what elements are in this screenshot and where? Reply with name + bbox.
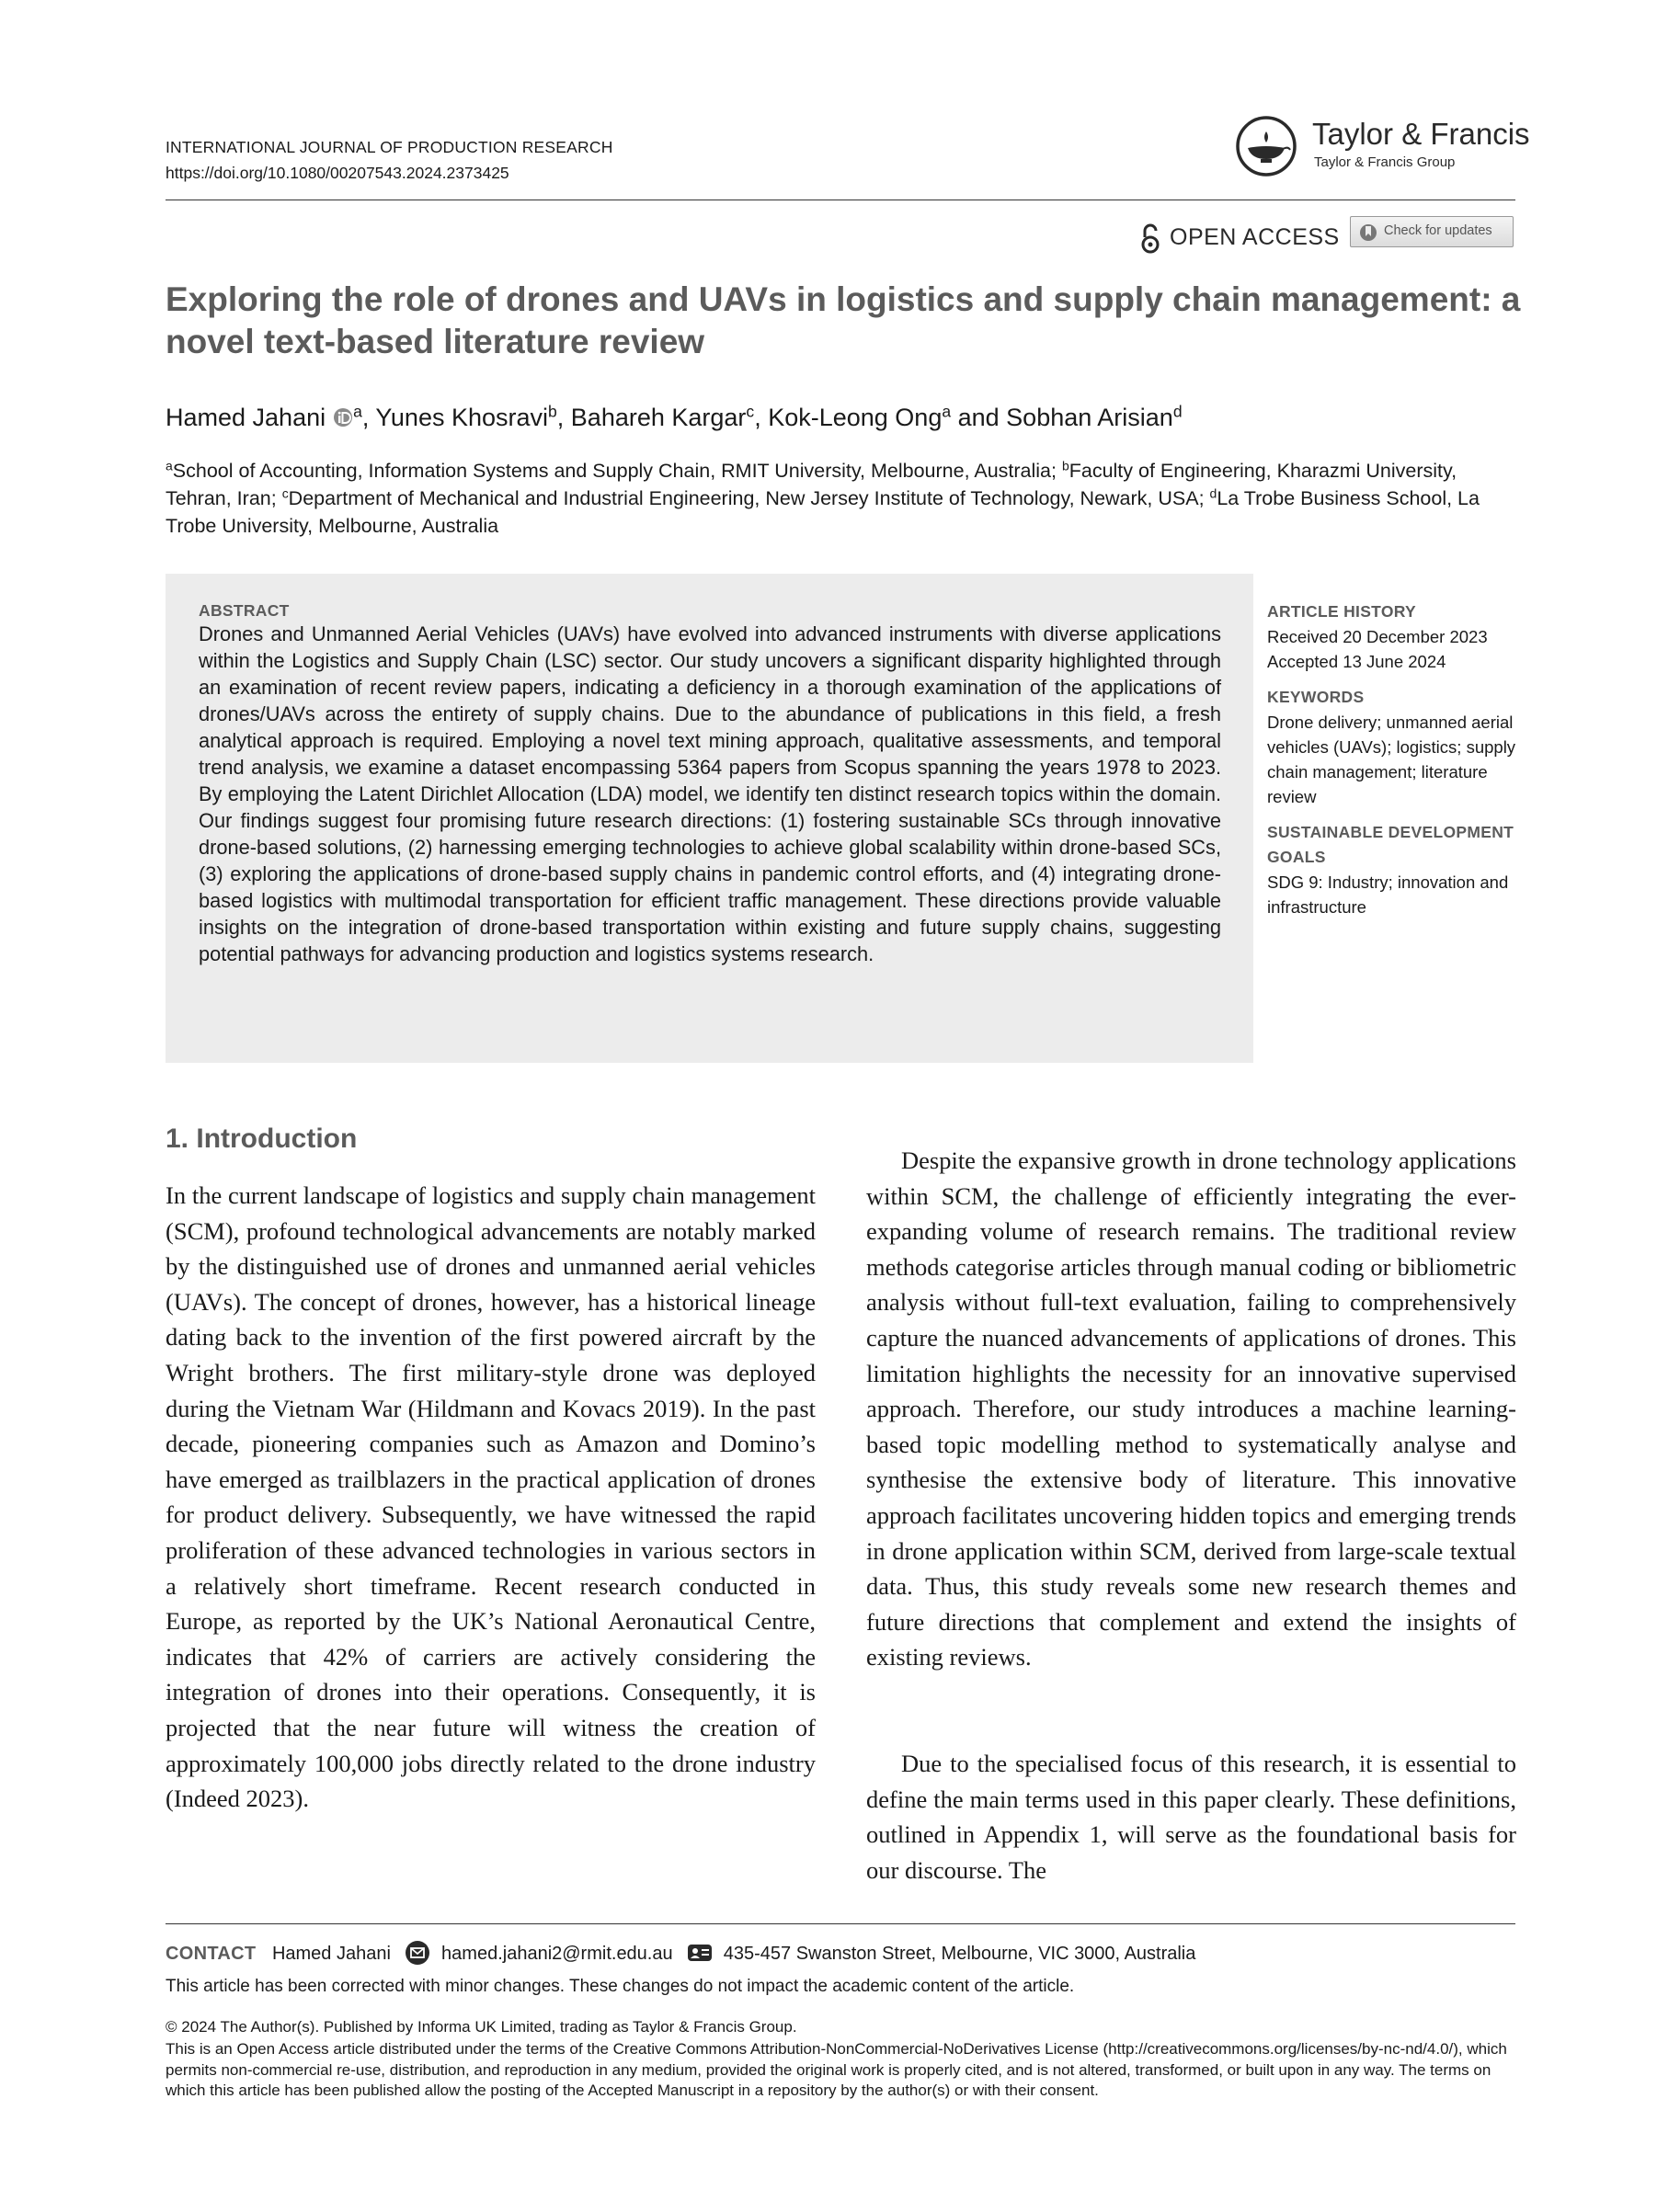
affiliation-text: Faculty of Engineering, Kharazmi University, Tehran, Iran; — [166, 460, 1457, 509]
affiliation-marker: a — [166, 458, 173, 473]
sdg-text: SDG 9: Industry; innovation and infrastructure — [1267, 873, 1509, 917]
author-name[interactable]: Bahareh Kargar — [570, 404, 747, 431]
publisher-group: Taylor & Francis Group — [1314, 154, 1456, 170]
received-date: Received 20 December 2023 — [1267, 627, 1488, 646]
article-history-heading: ARTICLE HISTORY — [1267, 602, 1417, 621]
affiliation-text: School of Accounting, Information Systems and Supply Chain, RMIT University, Melbourne, Australia; — [172, 460, 1062, 482]
contact-address: 435-457 Swanston Street, Melbourne, VIC 3000, Australia — [723, 1944, 1196, 1964]
affiliation-marker: c — [281, 485, 289, 501]
address-card-icon — [687, 1940, 713, 1966]
doi-link[interactable]: https://doi.org/10.1080/00207543.2024.2373425 — [166, 164, 509, 182]
contact-name: Hamed Jahani — [271, 1944, 391, 1964]
affiliation-marker: b — [1061, 458, 1069, 473]
abstract-box — [166, 574, 1253, 1063]
author-affiliation-marker: d — [1172, 402, 1183, 421]
contact-line — [166, 1940, 1195, 1966]
keywords-block — [1267, 685, 1525, 809]
author-separator: , — [754, 404, 769, 431]
affiliation-text: Department of Mechanical and Industrial Engineering, New Jersey Institute of Technology, Newark, USA; — [288, 487, 1210, 509]
author-separator: and — [951, 404, 1007, 431]
body-paragraph: Despite the expansive growth in drone technology applications within SCM, the challenge of efficiently integrating the ever-expanding volume of research remains. The traditional review methods categorise articles through manual coding or bibliometric analysis without full-text evaluation, failing to comprehensively capture the nuanced advancements of applications of drones. This limitation highlights the necessity for an innovative supervised approach. Therefore, our study introduces a machine learning-based topic modelling method to systematically analyse and synthesise the extensive body of literature. This innovative approach facilitates uncovering hidden topics and emerging trends in drone application within SCM, derived from large-scale textual data. Thus, this study reveals some new research themes and future directions that complement and extend the insights of existing reviews. — [866, 1146, 1516, 1671]
affiliations — [166, 457, 1517, 540]
open-access-label: OPEN ACCESS — [1170, 224, 1340, 250]
contact-email[interactable]: hamed.jahani2@rmit.edu.au — [441, 1944, 673, 1964]
article-info-sidebar — [1267, 599, 1525, 930]
publisher-name: Taylor & Francis — [1312, 117, 1530, 151]
open-lock-icon — [1140, 222, 1160, 254]
section-heading-introduction: 1. Introduction — [166, 1124, 358, 1154]
author-affiliation-marker: b — [548, 402, 557, 421]
license-notice: This is an Open Access article distributed under the terms of the Creative Commons Attribution-NonCommercial-NoDerivatives License (http://creativecommons.org/licenses/by-nc-nd/4.0/), which permits non-commercial re-use, distribution, and reproduction in any medium, provided the original work is properly cited, and is not altered, transformed, or built upon in any way. The terms on which this article has been published allow the posting of the Accepted Manuscript in a repository by the author(s) or with their consent. — [166, 2040, 1507, 2099]
author-separator: , — [361, 404, 376, 431]
author-name[interactable]: Kok-Leong Ong — [768, 404, 943, 431]
abstract-heading: ABSTRACT — [199, 601, 290, 620]
footer-divider — [166, 1923, 1515, 1924]
affiliation-marker: d — [1209, 485, 1217, 501]
copyright-notice: © 2024 The Author(s). Published by Informa UK Limited, trading as Taylor & Francis Group. — [166, 2018, 797, 2036]
sdg-heading: SUSTAINABLE DEVELOPMENT GOALS — [1267, 823, 1514, 866]
check-for-updates-label: Check for updates — [1384, 223, 1492, 238]
author-name[interactable]: Hamed Jahani — [166, 404, 326, 431]
body-paragraph: Due to the specialised focus of this research, it is essential to define the main terms used in this paper clearly. These definitions, outlined in Appendix 1, will serve as the foundational basis for our discourse. The — [866, 1750, 1516, 1884]
body-paragraph: In the current landscape of logistics and supply chain management (SCM), profound technological advancements are notably marked by the distinguished use of drones and unmanned aerial vehicles (UAVs). The concept of drones, however, has a historical lineage dating back to the invention of the first powered aircraft by the Wright brothers. The first military-style drone was deployed during the Vietnam War (Hildmann and Kovacs 2019). In the past decade, pioneering companies such as Amazon and Domino’s have emerged as trailblazers in the practical application of drones for product delivery. Subsequently, we have witnessed the rapid proliferation of these advanced technologies in various sectors in a relatively short timeframe. Recent research conducted in Europe, as reported by the UK’s National Aeronautical Centre, indicates that 42% of carriers are actively considering the integration of drones into their operations. Consequently, it is projected that the near future will witness the creation of approximately 100,000 jobs directly related to the drone industry (Indeed 2023). — [166, 1181, 816, 1813]
correction-note: This article has been corrected with minor changes. These changes do not impact the academic content of the article. — [166, 1977, 1075, 1996]
accepted-date: Accepted 13 June 2024 — [1267, 652, 1446, 671]
author-name[interactable]: Sobhan Arisian — [1006, 404, 1173, 431]
author-affiliation-marker: a — [942, 402, 952, 421]
affiliation-text: La Trobe Business School, La Trobe University, Melbourne, Australia — [166, 487, 1480, 537]
journal-name: INTERNATIONAL JOURNAL OF PRODUCTION RESEARCH — [166, 138, 613, 156]
keywords-heading: KEYWORDS — [1267, 688, 1365, 706]
taylor-francis-lamp-icon — [1235, 115, 1297, 177]
author-list — [166, 404, 1183, 432]
abstract-text: Drones and Unmanned Aerial Vehicles (UAVs) have evolved into advanced instruments with diverse applications within the Logistics and Supply Chain (LSC) sector. Our study uncovers a significant disparity highlighted through an examination of recent review papers, indicating a deficiency in a thorough examination of the applications of drones/UAVs across the entirety of supply chains. Due to the abundance of publications in this field, a fresh analytical approach is required. Employing a novel text mining approach, qualitative assessments, and temporal trend analysis, we examine a dataset encompassing 5364 papers from Scopus spanning the years 1978 to 2023. By employing the Latent Dirichlet Allocation (LDA) model, we identify ten distinct research topics within the domain. Our findings suggest four promising future research directions: (1) fostering sustainable SCs through innovative drone-based solutions, (2) harnessing emerging technologies to achieve global scalability within drone-based SCs, (3) exploring the applications of drone-based supply chains in pandemic control efforts, and (4) integrating drone-based logistics with multimodal transportation for efficient traffic management. These directions provide valuable insights on the integration of drone-based transportation within existing and future supply chains, suggesting potential pathways for advancing production and logistics systems research. — [199, 622, 1221, 965]
crossmark-icon — [1358, 223, 1378, 242]
author-affiliation-marker: a — [353, 402, 362, 421]
author-name[interactable]: Yunes Khosravi — [375, 404, 549, 431]
author-affiliation-marker: c — [746, 402, 755, 421]
sdg-block — [1267, 820, 1525, 919]
envelope-icon — [405, 1940, 430, 1966]
orcid-icon[interactable] — [333, 407, 353, 428]
keywords-list: Drone delivery; unmanned aerial vehicles (UAVs); logistics; supply chain management; literature review — [1267, 713, 1516, 806]
article-history — [1267, 599, 1525, 674]
author-separator: , — [556, 404, 571, 431]
article-title: Exploring the role of drones and UAVs in logistics and supply chain management: a novel text-based literature review — [166, 280, 1521, 360]
check-for-updates-button[interactable] — [1350, 216, 1514, 247]
contact-label: CONTACT — [166, 1944, 257, 1964]
publisher-logo[interactable] — [1235, 115, 1530, 184]
